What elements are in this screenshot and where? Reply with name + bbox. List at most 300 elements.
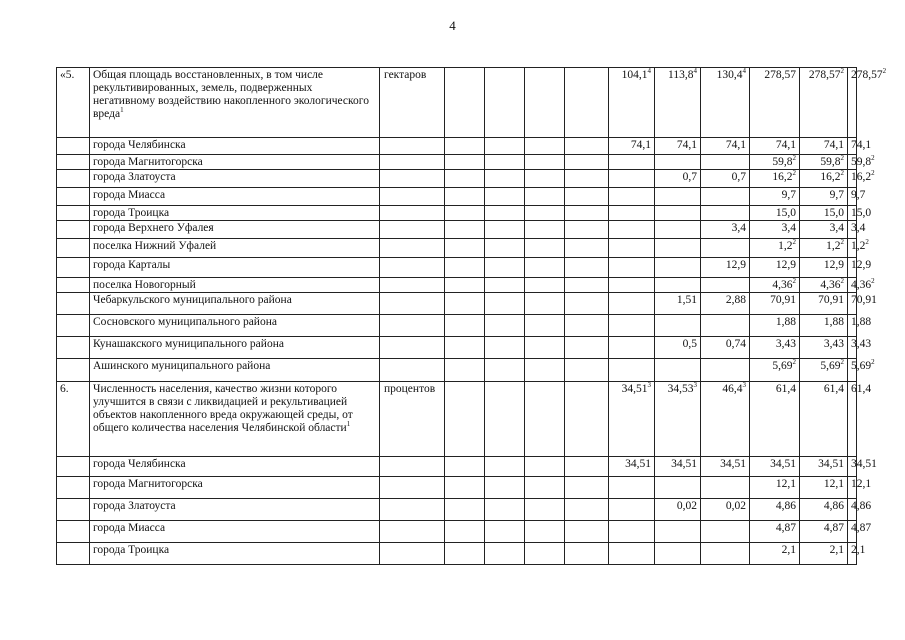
value-cell — [525, 68, 565, 138]
value-cell — [701, 337, 750, 359]
value-text: 278,57 — [808, 69, 841, 81]
row-index — [57, 359, 90, 382]
value-text: 34,51 — [818, 458, 844, 470]
value-text: 12,9 — [823, 259, 844, 271]
value-text: 74,1 — [725, 139, 746, 151]
row-name-text: города Троицка — [93, 207, 170, 219]
value-cell — [750, 239, 800, 258]
value-cell — [750, 68, 800, 138]
row-name-text: Кунашакского муниципального района — [93, 338, 284, 350]
value-cell — [848, 315, 872, 337]
row-unit — [380, 170, 445, 188]
value-cell — [525, 477, 565, 499]
value-cell — [609, 170, 655, 188]
value-cell — [525, 382, 565, 457]
row-unit — [380, 188, 445, 206]
value-cell — [655, 337, 701, 359]
value-cell — [750, 521, 800, 543]
value-cell — [701, 221, 750, 239]
value-cell — [750, 457, 800, 477]
value-cell — [701, 68, 750, 138]
subitem-row — [57, 206, 857, 221]
value-cell — [565, 293, 609, 315]
value-cell — [525, 188, 565, 206]
value-cell — [565, 188, 609, 206]
value-text: 4,86 — [851, 500, 872, 512]
value-text: 4,86 — [775, 500, 796, 512]
row-unit — [380, 521, 445, 543]
value-text: 46,4 — [722, 383, 743, 395]
footnote-marker: 3 — [742, 381, 746, 390]
value-cell — [750, 221, 800, 239]
value-cell — [800, 221, 848, 239]
row-name-text: Сосновского муниципального района — [93, 316, 277, 328]
row-index — [57, 170, 90, 188]
value-text: 12,1 — [823, 478, 844, 490]
value-cell — [800, 138, 848, 155]
value-cell — [525, 543, 565, 565]
value-text: 0,7 — [731, 171, 746, 183]
value-text: 2,88 — [725, 294, 746, 306]
value-cell — [445, 293, 485, 315]
value-cell — [525, 278, 565, 293]
value-cell — [565, 499, 609, 521]
value-cell — [655, 293, 701, 315]
row-name-text: города Челябинска — [93, 139, 186, 151]
value-cell — [485, 359, 525, 382]
value-cell — [800, 315, 848, 337]
row-name-text: Ашинского муниципального района — [93, 360, 271, 372]
value-cell — [525, 239, 565, 258]
value-cell — [485, 499, 525, 521]
value-cell — [848, 221, 866, 239]
row-name — [90, 188, 380, 206]
value-cell — [565, 315, 609, 337]
value-cell — [609, 359, 655, 382]
value-cell — [565, 337, 609, 359]
row-index — [57, 521, 90, 543]
value-cell — [445, 382, 485, 457]
value-cell — [485, 188, 525, 206]
value-text: 0,02 — [725, 500, 746, 512]
value-text: 3,43 — [823, 338, 844, 350]
row-index — [57, 278, 90, 293]
value-cell — [701, 521, 750, 543]
footnote-marker: 4 — [647, 67, 651, 76]
row-unit — [380, 499, 445, 521]
value-cell — [848, 358, 875, 382]
value-text: 34,51 — [621, 383, 648, 395]
value-cell — [701, 543, 750, 565]
row-name-text: поселка Новогорный — [93, 279, 196, 291]
value-text: 15,0 — [823, 207, 844, 219]
row-index — [57, 543, 90, 565]
row-name-text: города Магнитогорска — [93, 478, 203, 490]
value-cell — [655, 499, 701, 521]
table-body — [57, 67, 887, 565]
value-cell — [848, 337, 872, 359]
value-text: 104,1 — [621, 69, 648, 81]
row-index — [57, 337, 90, 359]
value-cell — [800, 543, 848, 565]
subitem-row — [57, 155, 857, 170]
value-cell — [609, 206, 655, 221]
row-unit — [380, 221, 445, 239]
value-text: 74,1 — [775, 139, 796, 151]
value-cell — [485, 278, 525, 293]
row-unit — [380, 138, 445, 155]
row-name — [90, 170, 380, 188]
value-cell — [800, 337, 848, 359]
value-text: 2,1 — [851, 544, 866, 556]
row-name — [90, 499, 380, 521]
value-cell — [750, 138, 800, 155]
value-text: 12,1 — [851, 478, 872, 490]
value-cell — [485, 68, 525, 138]
value-text: 61,4 — [851, 383, 872, 395]
value-cell — [609, 337, 655, 359]
value-cell — [485, 315, 525, 337]
row-index — [57, 293, 90, 315]
row-unit — [380, 359, 445, 382]
value-cell — [655, 477, 701, 499]
value-cell — [800, 239, 848, 258]
value-cell — [485, 221, 525, 239]
row-unit — [380, 206, 445, 221]
row-unit — [380, 239, 445, 258]
value-text: 34,51 — [851, 458, 877, 470]
subitem-row — [57, 521, 857, 543]
value-cell — [848, 258, 872, 278]
row-index — [57, 138, 90, 155]
value-cell — [750, 543, 800, 565]
value-text: 70,91 — [770, 294, 796, 306]
value-cell — [609, 477, 655, 499]
footnote-marker: 2 — [840, 238, 844, 247]
value-cell — [445, 521, 485, 543]
value-cell — [485, 206, 525, 221]
subitem-row — [57, 499, 857, 521]
value-cell — [655, 382, 701, 457]
value-cell — [800, 206, 848, 221]
value-text: 4,36 — [851, 279, 872, 291]
value-cell — [800, 170, 848, 188]
value-cell — [565, 239, 609, 258]
value-cell — [565, 68, 609, 138]
footnote-marker: 2 — [871, 277, 875, 286]
value-text: 1,51 — [676, 294, 697, 306]
row-name — [90, 521, 380, 543]
value-cell — [848, 154, 875, 170]
value-cell — [701, 239, 750, 258]
value-text: 34,51 — [720, 458, 746, 470]
value-cell — [525, 337, 565, 359]
value-text: 1,88 — [775, 316, 796, 328]
value-cell — [701, 382, 750, 457]
row-name-text: города Златоуста — [93, 500, 176, 512]
value-text: 74,1 — [630, 139, 651, 151]
row-index — [57, 221, 90, 239]
value-cell — [565, 221, 609, 239]
footnote-marker: 2 — [792, 169, 796, 178]
value-text: 278,57 — [764, 69, 796, 81]
value-cell — [445, 221, 485, 239]
value-text: 15,0 — [851, 207, 872, 219]
row-name-text: Общая площадь восстановленных, в том числе рекультивированных, земель, подверженных негативному воздействию накопленного экологического вреда — [93, 69, 369, 120]
value-text: 4,36 — [772, 279, 793, 291]
row-name-text: города Златоуста — [93, 171, 176, 183]
value-cell — [655, 206, 701, 221]
value-cell — [750, 499, 800, 521]
value-cell — [609, 188, 655, 206]
value-cell — [655, 239, 701, 258]
value-cell — [445, 170, 485, 188]
value-cell — [565, 543, 609, 565]
row-name-text: города Миасса — [93, 189, 166, 201]
value-text: 1,2 — [851, 240, 866, 252]
footnote-marker: 2 — [792, 277, 796, 286]
value-cell — [445, 278, 485, 293]
value-text: 130,4 — [716, 69, 743, 81]
value-cell — [485, 521, 525, 543]
value-text: 4,87 — [851, 522, 872, 534]
value-cell — [609, 457, 655, 477]
value-cell — [848, 138, 872, 155]
value-cell — [609, 221, 655, 239]
value-cell — [445, 543, 485, 565]
value-cell — [848, 169, 875, 188]
value-cell — [485, 457, 525, 477]
value-cell — [485, 337, 525, 359]
value-text: 3,43 — [851, 338, 872, 350]
value-cell — [800, 258, 848, 278]
value-cell — [525, 315, 565, 337]
value-cell — [609, 278, 655, 293]
value-cell — [750, 188, 800, 206]
row-name — [90, 258, 380, 278]
row-name — [90, 477, 380, 499]
value-text: 3,43 — [775, 338, 796, 350]
row-index — [57, 457, 90, 477]
indicator-row — [57, 68, 857, 138]
value-cell — [445, 206, 485, 221]
value-cell — [800, 278, 848, 293]
footnote-marker: 1 — [120, 106, 124, 115]
subitem-row — [57, 258, 857, 278]
footnote-marker: 2 — [792, 154, 796, 163]
row-name-text: города Челябинска — [93, 458, 186, 470]
footnote-marker: 3 — [647, 381, 651, 390]
value-cell — [800, 499, 848, 521]
value-cell — [525, 155, 565, 170]
footnote-marker: 2 — [792, 358, 796, 367]
value-text: 61,4 — [775, 383, 796, 395]
row-unit — [380, 315, 445, 337]
value-text: 5,69 — [772, 360, 793, 372]
row-name — [90, 293, 380, 315]
row-name-text: города Троицка — [93, 544, 170, 556]
value-cell — [565, 477, 609, 499]
value-cell — [701, 457, 750, 477]
value-cell — [701, 477, 750, 499]
footnote-marker: 2 — [840, 277, 844, 286]
row-name — [90, 359, 380, 382]
subitem-row — [57, 359, 857, 382]
row-unit — [380, 457, 445, 477]
value-cell — [800, 188, 848, 206]
value-cell — [800, 293, 848, 315]
value-text: 5,69 — [820, 360, 841, 372]
value-text: 9,7 — [851, 189, 866, 201]
value-cell — [750, 170, 800, 188]
value-text: 4,36 — [820, 279, 841, 291]
subitem-row — [57, 221, 857, 239]
value-cell — [701, 155, 750, 170]
value-cell — [525, 138, 565, 155]
value-cell — [701, 138, 750, 155]
value-cell — [445, 477, 485, 499]
value-cell — [655, 170, 701, 188]
value-cell — [848, 499, 872, 521]
row-unit — [380, 477, 445, 499]
indicators-table — [56, 67, 887, 565]
value-cell — [445, 457, 485, 477]
row-name — [90, 155, 380, 170]
row-unit — [380, 543, 445, 565]
value-cell — [445, 138, 485, 155]
value-cell — [609, 138, 655, 155]
value-text: 2,1 — [829, 544, 844, 556]
value-cell — [750, 293, 800, 315]
value-text: 12,1 — [775, 478, 796, 490]
row-name — [90, 206, 380, 221]
value-cell — [525, 359, 565, 382]
subitem-row — [57, 543, 857, 565]
row-name — [90, 68, 380, 138]
value-text: 74,1 — [851, 139, 872, 151]
subitem-row — [57, 477, 857, 499]
value-cell — [565, 382, 609, 457]
value-cell — [609, 382, 655, 457]
value-cell — [445, 337, 485, 359]
value-cell — [701, 206, 750, 221]
value-text: 59,8 — [820, 156, 841, 168]
footnote-marker: 3 — [693, 381, 697, 390]
value-text: 70,91 — [818, 294, 844, 306]
value-text: 1,2 — [826, 240, 841, 252]
value-cell — [655, 68, 701, 138]
value-cell — [525, 258, 565, 278]
row-name — [90, 239, 380, 258]
row-index: «5. — [57, 68, 90, 138]
footnote-marker: 2 — [840, 358, 844, 367]
value-cell — [655, 543, 701, 565]
value-text: 2,1 — [781, 544, 796, 556]
value-text: 278,57 — [851, 69, 883, 81]
value-text: 9,7 — [829, 189, 844, 201]
row-index — [57, 188, 90, 206]
value-cell — [800, 521, 848, 543]
value-text: 16,2 — [772, 171, 793, 183]
value-cell — [565, 359, 609, 382]
footnote-marker: 4 — [693, 67, 697, 76]
row-name-text: Чебаркульского муниципального района — [93, 294, 292, 306]
value-cell — [525, 457, 565, 477]
value-text: 3,4 — [829, 222, 844, 234]
value-text: 59,8 — [772, 156, 793, 168]
value-text: 4,87 — [775, 522, 796, 534]
value-cell — [445, 315, 485, 337]
row-name-text: города Миасса — [93, 522, 166, 534]
value-cell — [701, 170, 750, 188]
value-cell — [701, 293, 750, 315]
value-cell — [800, 457, 848, 477]
subitem-row — [57, 239, 857, 258]
value-text: 113,8 — [668, 69, 694, 81]
value-cell — [609, 521, 655, 543]
value-cell — [848, 188, 866, 206]
value-cell — [565, 138, 609, 155]
value-cell — [565, 155, 609, 170]
value-text: 4,87 — [823, 522, 844, 534]
value-cell — [655, 188, 701, 206]
value-text: 0,74 — [725, 338, 746, 350]
value-cell — [445, 155, 485, 170]
footnote-marker: 2 — [840, 154, 844, 163]
value-cell — [525, 521, 565, 543]
value-text: 3,4 — [851, 222, 866, 234]
value-cell — [701, 188, 750, 206]
value-cell — [485, 382, 525, 457]
value-text: 3,4 — [731, 222, 746, 234]
value-text: 34,51 — [625, 458, 651, 470]
row-name-text: поселка Нижний Уфалей — [93, 240, 217, 252]
value-text: 1,88 — [851, 316, 872, 328]
value-cell — [485, 155, 525, 170]
value-cell — [848, 382, 872, 457]
row-name — [90, 543, 380, 565]
value-cell — [800, 477, 848, 499]
value-text: 74,1 — [823, 139, 844, 151]
subitem-row — [57, 170, 857, 188]
value-cell — [565, 278, 609, 293]
subitem-row — [57, 188, 857, 206]
value-cell — [565, 457, 609, 477]
value-cell — [445, 188, 485, 206]
subitem-row — [57, 278, 857, 293]
value-cell — [701, 315, 750, 337]
row-index — [57, 499, 90, 521]
value-cell — [655, 155, 701, 170]
row-name-text: города Магнитогорска — [93, 156, 203, 168]
value-text: 16,2 — [851, 171, 872, 183]
value-text: 0,7 — [682, 171, 697, 183]
value-cell — [655, 278, 701, 293]
row-index — [57, 477, 90, 499]
value-cell — [485, 258, 525, 278]
value-text: 70,91 — [851, 294, 877, 306]
value-cell — [655, 315, 701, 337]
row-name — [90, 221, 380, 239]
value-cell — [609, 315, 655, 337]
footnote-marker: 2 — [865, 238, 869, 247]
value-cell — [848, 67, 887, 138]
value-cell — [609, 499, 655, 521]
value-cell — [701, 359, 750, 382]
subitem-row — [57, 293, 857, 315]
row-name — [90, 278, 380, 293]
value-text: 4,86 — [823, 500, 844, 512]
